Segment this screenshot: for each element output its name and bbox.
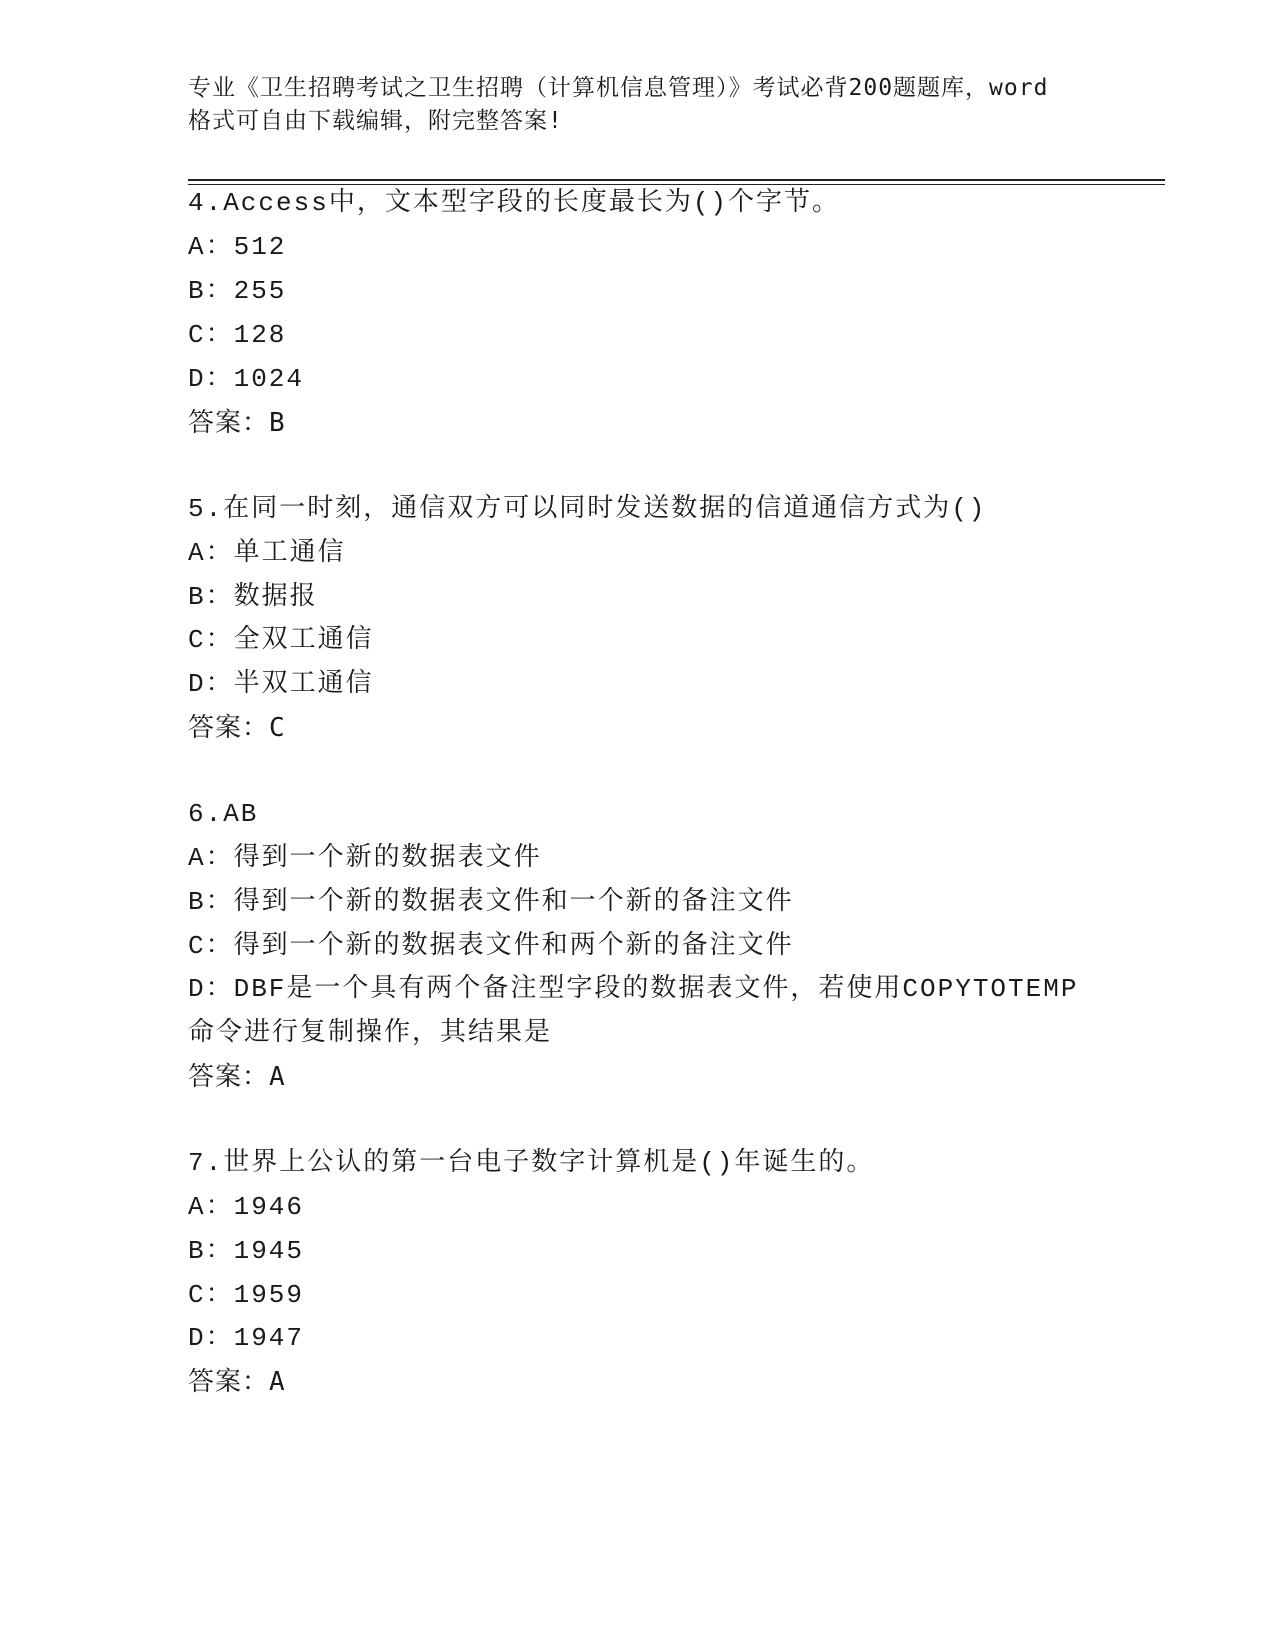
question-7-option-c: C：1959 [188, 1280, 305, 1310]
question-7-option-b: B：1945 [188, 1236, 305, 1266]
question-4-option-d: D：1024 [188, 364, 305, 394]
question-5-option-c: C：全双工通信 [188, 625, 374, 655]
question-6-option-c: C：得到一个新的数据表文件和两个新的备注文件 [188, 931, 794, 961]
question-4-stem: 4.Access中，文本型字段的长度最长为()个字节。 [188, 188, 841, 218]
question-7-option-a: A：1946 [188, 1192, 305, 1222]
question-7-stem: 7.世界上公认的第一台电子数字计算机是()年诞生的。 [188, 1148, 875, 1178]
question-5-option-d: D：半双工通信 [188, 669, 374, 699]
question-5-option-b: B：数据报 [188, 582, 318, 612]
header-divider-thick [188, 179, 1165, 181]
question-4-option-a: A：512 [188, 232, 287, 262]
question-4-answer: 答案：B [188, 408, 286, 438]
question-6-option-a: A：得到一个新的数据表文件 [188, 843, 542, 873]
question-6-option-d: D：DBF是一个具有两个备注型字段的数据表文件，若使用COPYTOTEMP [188, 974, 1079, 1004]
question-4-option-c: C：128 [188, 320, 287, 350]
header-line-1: 专业《卫生招聘考试之卫生招聘（计算机信息管理）》考试必背200题题库，word [188, 75, 1049, 101]
question-7-answer: 答案：A [188, 1367, 286, 1397]
header-divider-thin [188, 184, 1165, 185]
question-5-answer: 答案：C [188, 713, 286, 743]
question-5-stem: 5.在同一时刻，通信双方可以同时发送数据的信道通信方式为() [188, 494, 987, 524]
question-6-stem: 6.AB [188, 799, 259, 829]
document-header [188, 72, 1088, 138]
question-6-option-d-continued: 命令进行复制操作，其结果是 [188, 1018, 553, 1048]
question-5-option-a: A：单工通信 [188, 538, 346, 568]
question-4-option-b: B：255 [188, 276, 287, 306]
question-7-option-d: D：1947 [188, 1323, 305, 1353]
question-6-answer: 答案：A [188, 1062, 286, 1092]
header-line-2: 格式可自由下载编辑，附完整答案! [188, 108, 563, 134]
question-6-option-b: B：得到一个新的数据表文件和一个新的备注文件 [188, 887, 794, 917]
